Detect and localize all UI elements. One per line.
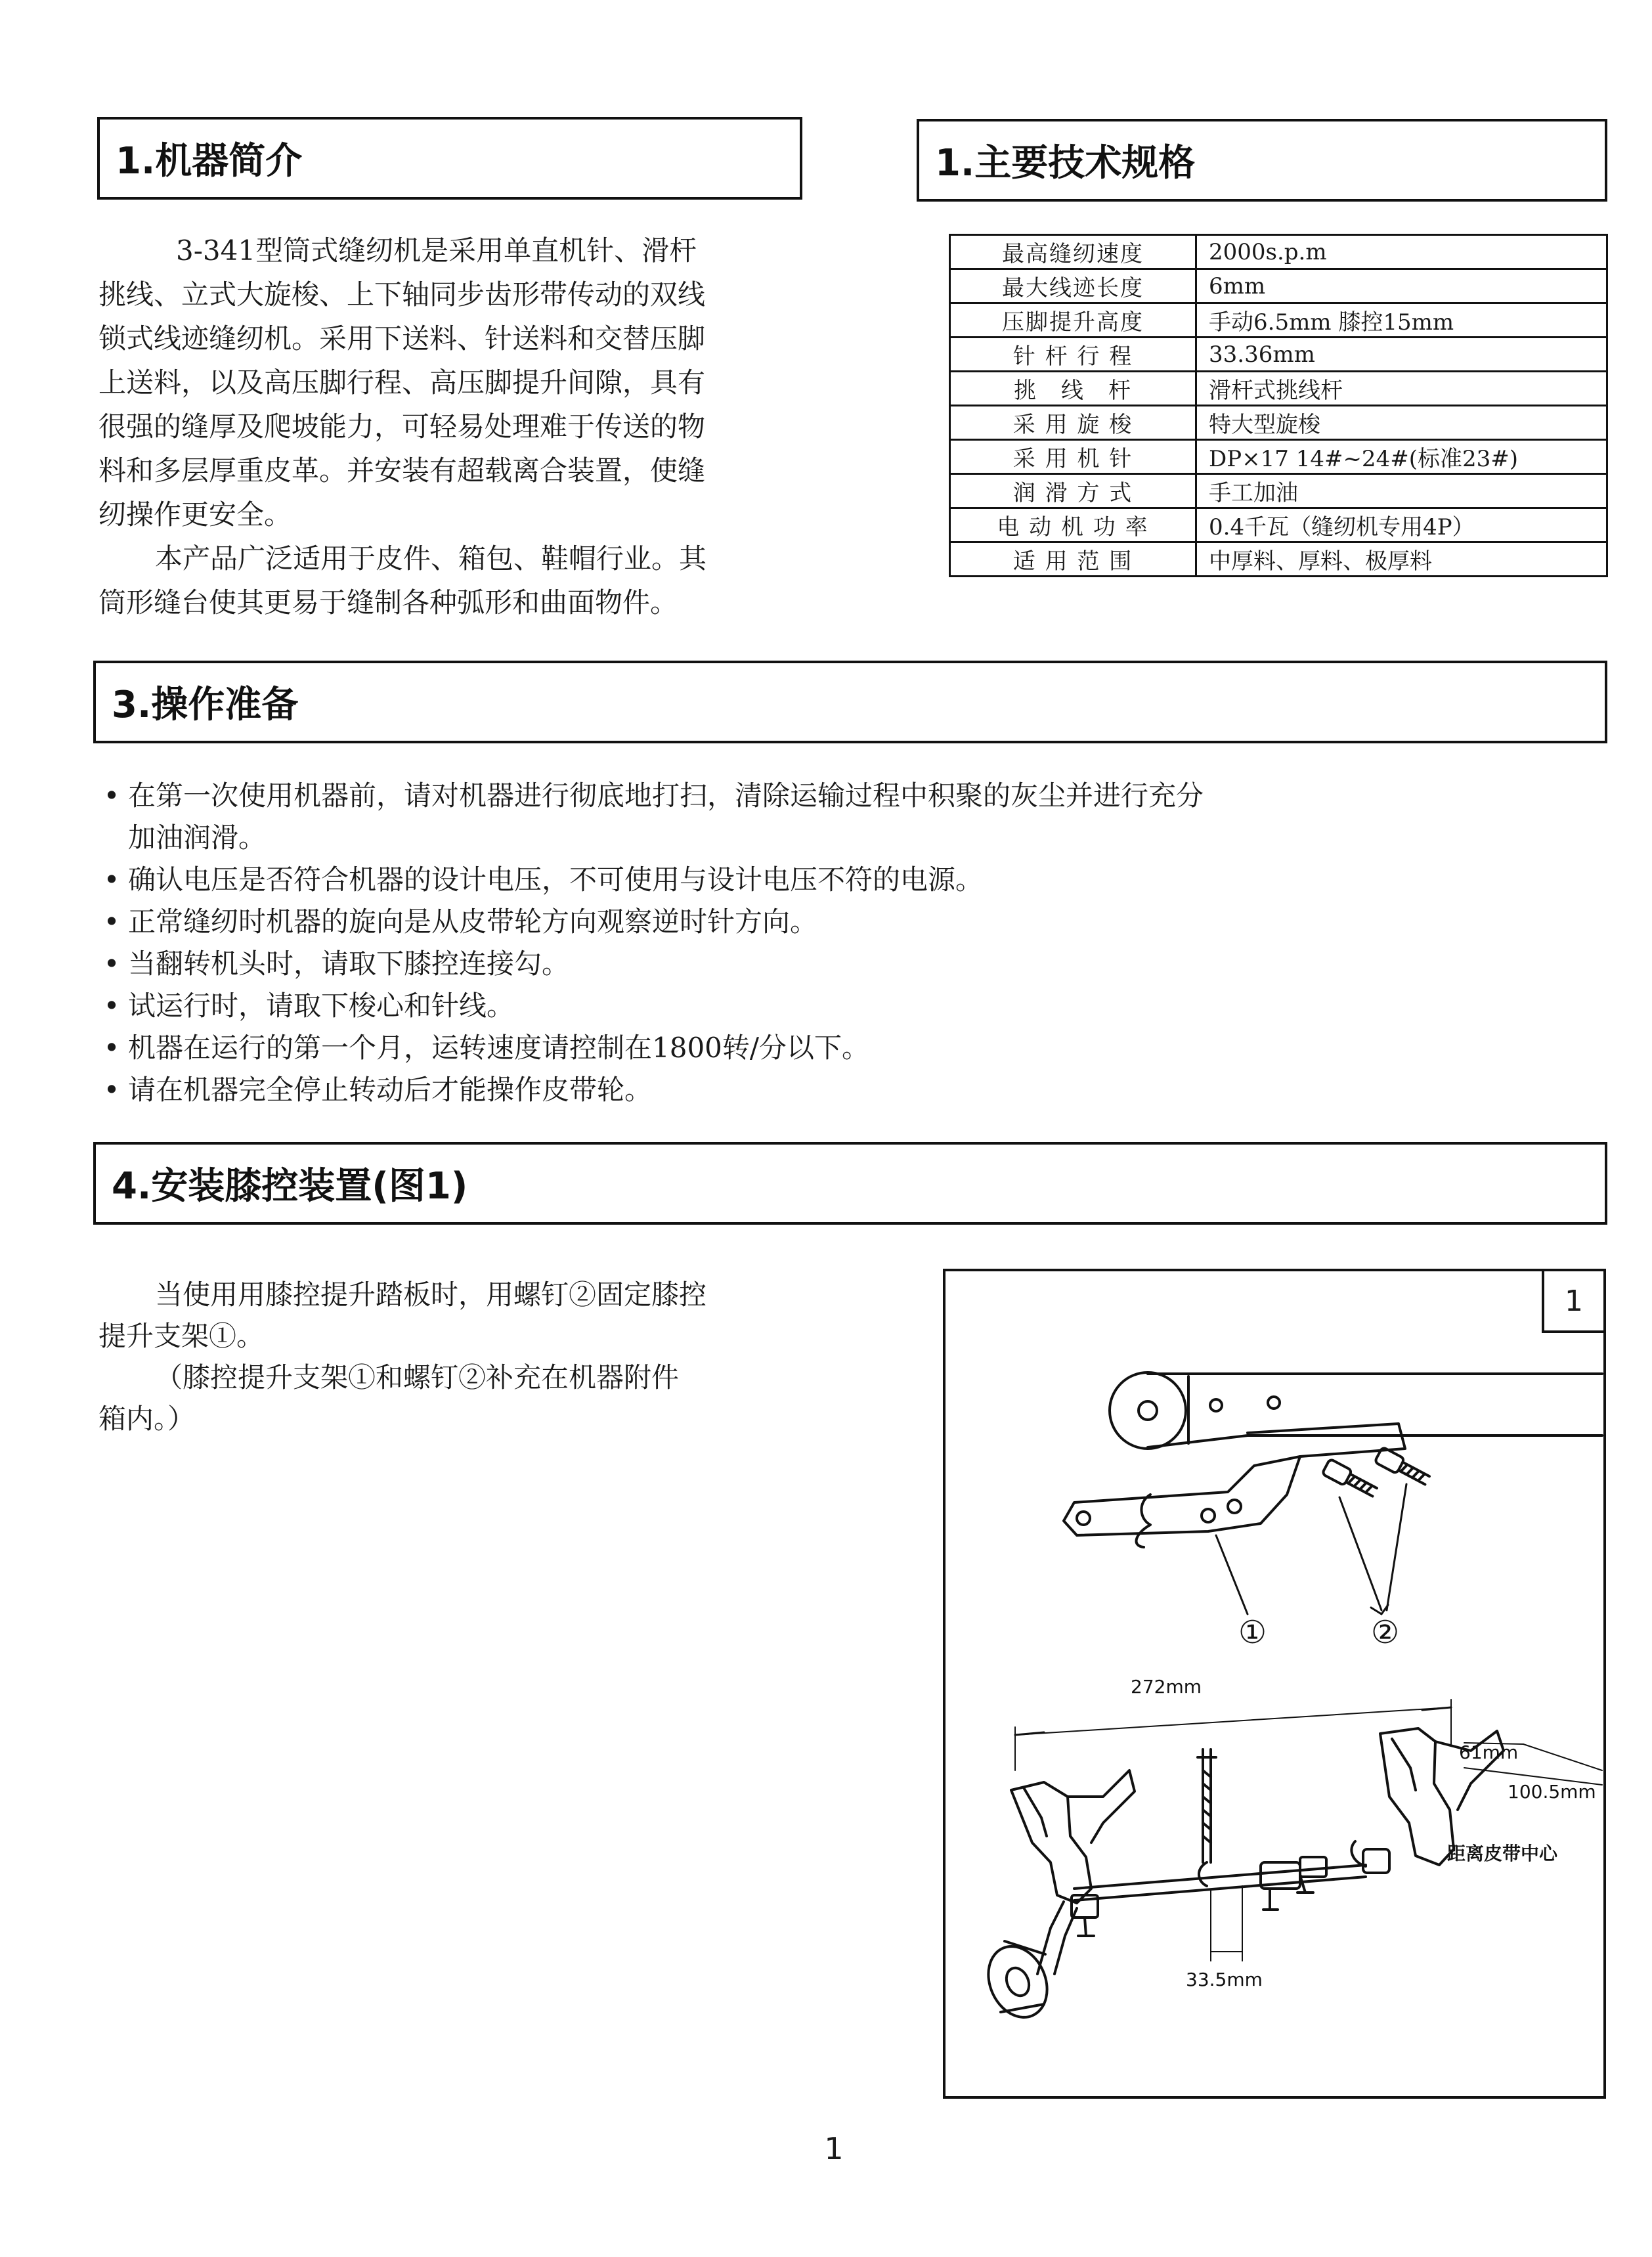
spec-key: 挑 线 杆 — [950, 372, 1196, 406]
spec-value: 滑杆式挑线杆 — [1196, 372, 1607, 406]
bullet-icon: • — [103, 948, 120, 980]
table-row — [950, 303, 1607, 338]
spec-value: 0.4千瓦（缝纫机专用4P） — [1196, 508, 1607, 542]
spec-key: 压脚提升高度 — [950, 303, 1196, 338]
label-2: ② — [1371, 1614, 1400, 1651]
table-row — [950, 474, 1607, 508]
list-item — [102, 1069, 1204, 1111]
list-item-line: 确认电压是否符合机器的设计电压，不可使用与设计电压不符的电源。 — [128, 864, 984, 896]
intro-line: 纫操作更安全。 — [98, 498, 292, 531]
spec-title-text: 1.主要技术规格 — [935, 142, 1196, 185]
list-item-line: 当翻转机头时，请取下膝控连接勾。 — [128, 948, 570, 980]
install-line: （膝控提升支架①和螺钉②补充在机器附件 — [155, 1361, 680, 1393]
list-item — [102, 1027, 1204, 1069]
bracket-illustration — [1064, 1372, 1602, 1547]
list-item — [102, 985, 1204, 1027]
spec-key: 最高缝纫速度 — [950, 235, 1196, 269]
intro-line: 本产品广泛适用于皮件、箱包、鞋帽行业。其 — [155, 542, 707, 575]
spec-section-title — [917, 119, 1607, 202]
spec-key: 适 用 范 围 — [950, 542, 1196, 577]
spec-value: DP×17 14#~24#(标准23#) — [1196, 440, 1607, 474]
table-row — [950, 542, 1607, 577]
bullet-icon: • — [103, 1074, 120, 1106]
table-row — [950, 338, 1607, 372]
list-item — [102, 901, 1204, 943]
spec-key: 采 用 机 针 — [950, 440, 1196, 474]
bullet-icon: • — [103, 990, 120, 1022]
list-item-line: 正常缝纫时机器的旋向是从皮带轮方向观察逆时针方向。 — [128, 906, 818, 938]
center-note: 距离皮带中心 — [1447, 1843, 1558, 1864]
dim-33: 33.5mm — [1186, 1969, 1263, 1990]
list-item — [102, 775, 1204, 859]
figure-1 — [943, 1269, 1606, 2099]
install-line: 提升支架①。 — [98, 1320, 265, 1352]
spec-key: 采 用 旋 梭 — [950, 406, 1196, 440]
list-item-line: 加油润滑。 — [128, 822, 267, 854]
bullet-icon: • — [103, 779, 120, 812]
table-row — [950, 372, 1607, 406]
bullet-icon: • — [103, 906, 120, 938]
table-row — [950, 235, 1607, 269]
intro-line: 上送料，以及高压脚行程、高压脚提升间隙，具有 — [98, 366, 706, 399]
spec-key: 电 动 机 功 率 — [950, 508, 1196, 542]
spec-value: 手动6.5mm 膝控15mm — [1196, 303, 1607, 338]
intro-line: 筒形缝台使其更易于缝制各种弧形和曲面物件。 — [98, 586, 678, 619]
list-item-line: 试运行时，请取下梭心和针线。 — [128, 990, 515, 1022]
intro-line: 3-341型筒式缝纫机是采用单直机针、滑杆 — [176, 234, 697, 267]
knee-lift-diagram — [946, 1271, 1603, 2096]
install-title-text: 4.安装膝控装置(图1) — [112, 1165, 468, 1208]
prep-section-title — [93, 661, 1607, 743]
list-item-line: 在第一次使用机器前，请对机器进行彻底地打扫，清除运输过程中积聚的灰尘并进行充分 — [128, 779, 1204, 812]
install-line: 当使用用膝控提升踏板时，用螺钉②固定膝控 — [155, 1279, 707, 1311]
spec-table — [949, 234, 1608, 577]
page-number: 1 — [824, 2131, 844, 2166]
intro-title-text: 1.机器简介 — [116, 140, 303, 183]
install-line: 箱内。） — [98, 1403, 196, 1435]
table-row — [950, 440, 1607, 474]
spec-key: 润 滑 方 式 — [950, 474, 1196, 508]
dim-61: 61mm — [1459, 1742, 1519, 1763]
list-item — [102, 859, 1204, 901]
spec-key: 最大线迹长度 — [950, 269, 1196, 303]
intro-line: 很强的缝厚及爬坡能力，可轻易处理难于传送的物 — [98, 410, 706, 443]
bullet-icon: • — [103, 1032, 120, 1064]
spec-value: 手工加油 — [1196, 474, 1607, 508]
spec-value: 2000s.p.m — [1196, 235, 1607, 269]
intro-line: 锁式线迹缝纫机。采用下送料、针送料和交替压脚 — [98, 322, 706, 355]
intro-section-title — [97, 117, 802, 200]
install-text — [98, 1274, 788, 1439]
figure-number-text: 1 — [1565, 1284, 1583, 1318]
list-item-line: 机器在运行的第一个月，运转速度请控制在1800转/分以下。 — [128, 1032, 870, 1064]
intro-text — [98, 229, 775, 625]
prep-title-text: 3.操作准备 — [112, 684, 299, 726]
spec-value: 33.36mm — [1196, 338, 1607, 372]
spec-value: 中厚料、厚料、极厚料 — [1196, 542, 1607, 577]
spec-value: 特大型旋梭 — [1196, 406, 1607, 440]
intro-line: 挑线、立式大旋梭、上下轴同步齿形带传动的双线 — [98, 278, 706, 311]
spec-value: 6mm — [1196, 269, 1607, 303]
dim-100: 100.5mm — [1508, 1781, 1596, 1803]
table-row — [950, 269, 1607, 303]
install-section-title — [93, 1142, 1607, 1225]
list-item-line: 请在机器完全停止转动后才能操作皮带轮。 — [128, 1074, 653, 1106]
intro-line: 料和多层厚重皮革。并安装有超载离合装置，使缝 — [98, 454, 706, 487]
table-row — [950, 508, 1607, 542]
table-row — [950, 406, 1607, 440]
dim-272: 272mm — [1131, 1676, 1202, 1698]
spec-key: 针 杆 行 程 — [950, 338, 1196, 372]
prep-bullet-list — [102, 775, 1204, 1111]
bullet-icon: • — [103, 864, 120, 896]
list-item — [102, 943, 1204, 985]
label-1: ① — [1238, 1614, 1267, 1651]
